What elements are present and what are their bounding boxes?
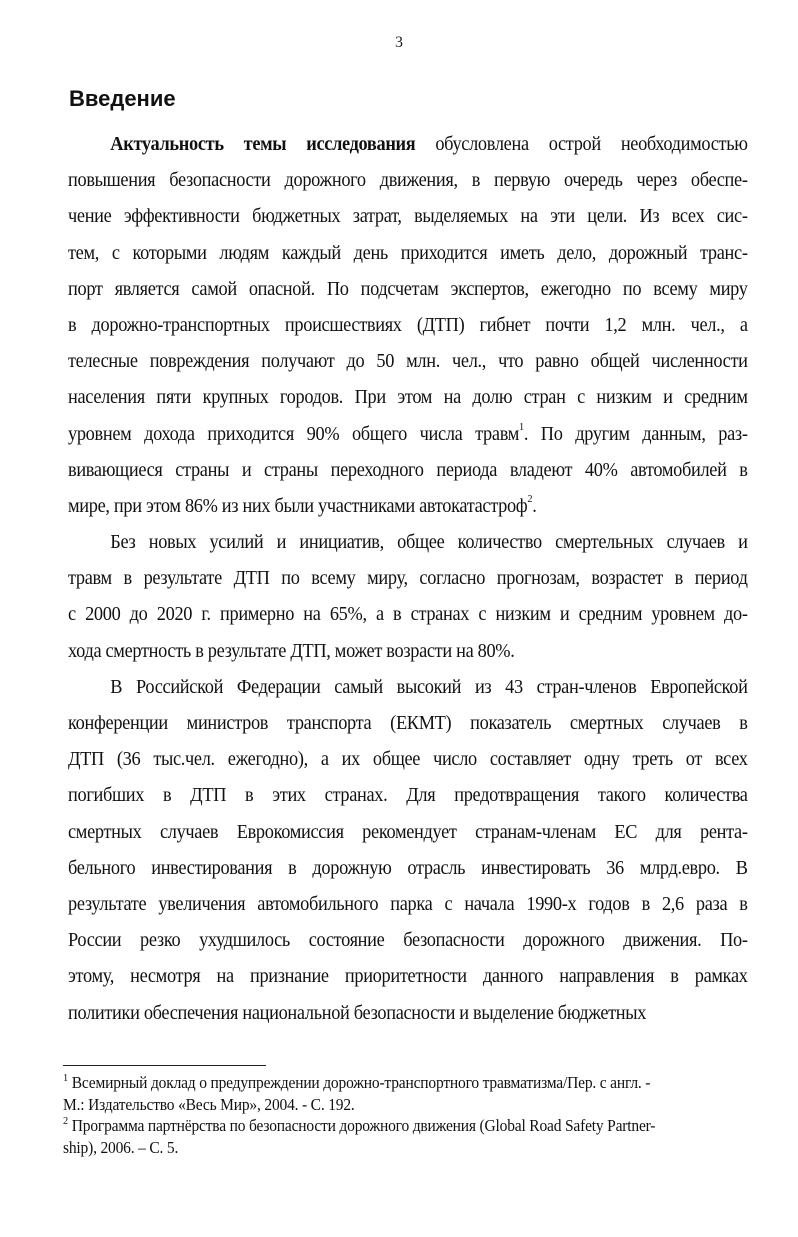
text-line [68, 456, 748, 492]
footnote [63, 1115, 763, 1158]
text-line [68, 564, 748, 600]
text-line [68, 130, 748, 166]
text-line [68, 528, 748, 564]
footnote-text: Всемирный доклад о предупреждении дорожно-транспортного травматизма/Пер. с англ. - [71, 1073, 651, 1092]
line-text: в дорожно-транспортных происшествиях (ДТП) гибнет почти 1,2 млн. чел., а [68, 314, 748, 336]
text-line [68, 890, 748, 926]
text-line [68, 420, 748, 456]
footnote-text: ship), 2006. – С. 5. [63, 1137, 179, 1157]
line-text: повышения безопасности дорожного движения, в первую очередь через обеспе- [68, 170, 748, 192]
text-line [68, 166, 748, 202]
line-text: России резко ухудшилось состояние безопасности дорожного движения. По- [68, 930, 748, 952]
text-line [68, 275, 748, 311]
text-line [68, 999, 748, 1035]
line-text: ДТП (36 тыс.чел. ежегодно), а их общее число составляет одну треть от всех [68, 749, 748, 771]
line-text: конференции министров транспорта (ЕКМТ) показатель смертных случаев в [68, 713, 748, 734]
line-text: погибших в ДТП в этих странах. Для предотвращения такого количества [68, 785, 748, 807]
line-text: чение эффективности бюджетных затрат, выделяемых на эти цели. Из всех сис- [68, 206, 748, 228]
text-line [68, 347, 748, 383]
line-text: уровнем дохода приходится 90% общего числа травм [68, 423, 519, 445]
line-text: с 2000 до 2020 г. примерно на 65%, а в странах с низким и средним уровнем до- [68, 604, 748, 626]
paragraph [68, 130, 748, 528]
text-line [68, 637, 748, 673]
footnote-line [63, 1115, 721, 1137]
line-text: тем, с которыми людям каждый день приходится иметь дело, дорожный транс- [68, 242, 748, 264]
line-text: травм в результате ДТП по всему миру, согласно прогнозам, возрастет в период [68, 568, 748, 590]
text-line [68, 239, 748, 275]
line-text: этому, несмотря на признание приоритетности данного направления в рамках [68, 966, 748, 988]
line-text: хода смертность в результате ДТП, может возрасти на 80%. [68, 640, 515, 662]
text-line [68, 492, 748, 528]
text-line [68, 383, 748, 419]
footnote-line [63, 1094, 721, 1116]
line-text: политики обеспечения национальной безопасности и выделение бюджетных [68, 1002, 647, 1024]
text-line [68, 854, 748, 890]
text-line [68, 926, 748, 962]
line-text: мире, при этом 86% из них были участниками автокатастроф [68, 495, 528, 517]
footnote-text: Программа партнёрства по безопасности дорожного движения (Global Road Safety Partner- [71, 1116, 656, 1135]
footnotes [63, 1072, 763, 1158]
line-text: населения пяти крупных городов. При этом на долю стран с низким и средним [68, 387, 748, 409]
line-text: результате увеличения автомобильного парка с начала 1990-х годов в 2,6 раза в [68, 893, 748, 915]
text-line [68, 600, 748, 636]
body-text [68, 130, 748, 1035]
section-heading: Введение [69, 86, 176, 111]
line-text: телесные повреждения получают до 50 млн. чел., что равно общей численности [68, 351, 748, 373]
line-text: бельного инвестирования в дорожную отрасль инвестировать 36 млрд.евро. В [68, 857, 748, 879]
footnote-reference[interactable]: 1 [518, 421, 524, 433]
text-line [68, 781, 748, 817]
line-text-continued: . По другим данным, раз- [523, 423, 748, 445]
line-text: обусловлена острой необходимостью [415, 134, 748, 155]
bold-phrase: Актуальность темы исследования [110, 134, 416, 155]
paragraph [68, 528, 748, 673]
footnote-divider [63, 1065, 266, 1066]
footnote [63, 1072, 763, 1115]
text-line [68, 962, 748, 998]
page-number: 3 [395, 34, 403, 51]
text-line [68, 673, 748, 709]
line-text: вивающиеся страны и страны переходного периода владеют 40% автомобилей в [68, 459, 748, 481]
text-line [68, 202, 748, 238]
footnote-mark: 1 [63, 1071, 68, 1084]
text-line [68, 709, 748, 745]
footnote-reference[interactable]: 2 [527, 493, 533, 506]
paragraph [68, 673, 748, 1035]
line-text: Без новых усилий и инициатив, общее количество смертельных случаев и [110, 532, 748, 554]
text-line [68, 745, 748, 781]
footnote-mark: 2 [63, 1114, 68, 1127]
footnote-line [63, 1072, 721, 1094]
line-text: порт является самой опасной. По подсчетам экспертов, ежегодно по всему миру [68, 278, 748, 300]
line-text: смертных случаев Еврокомиссия рекомендует странам-членам ЕС для рента- [68, 821, 748, 843]
text-line [68, 311, 748, 347]
footnote-line [63, 1137, 721, 1159]
footnote-text: М.: Издательство «Весь Мир», 2004. - С. 192. [63, 1094, 355, 1114]
line-text-continued: . [532, 495, 537, 517]
line-text: В Российской Федерации самый высокий из 43 стран-членов Европейской [110, 676, 748, 698]
text-line [68, 818, 748, 854]
